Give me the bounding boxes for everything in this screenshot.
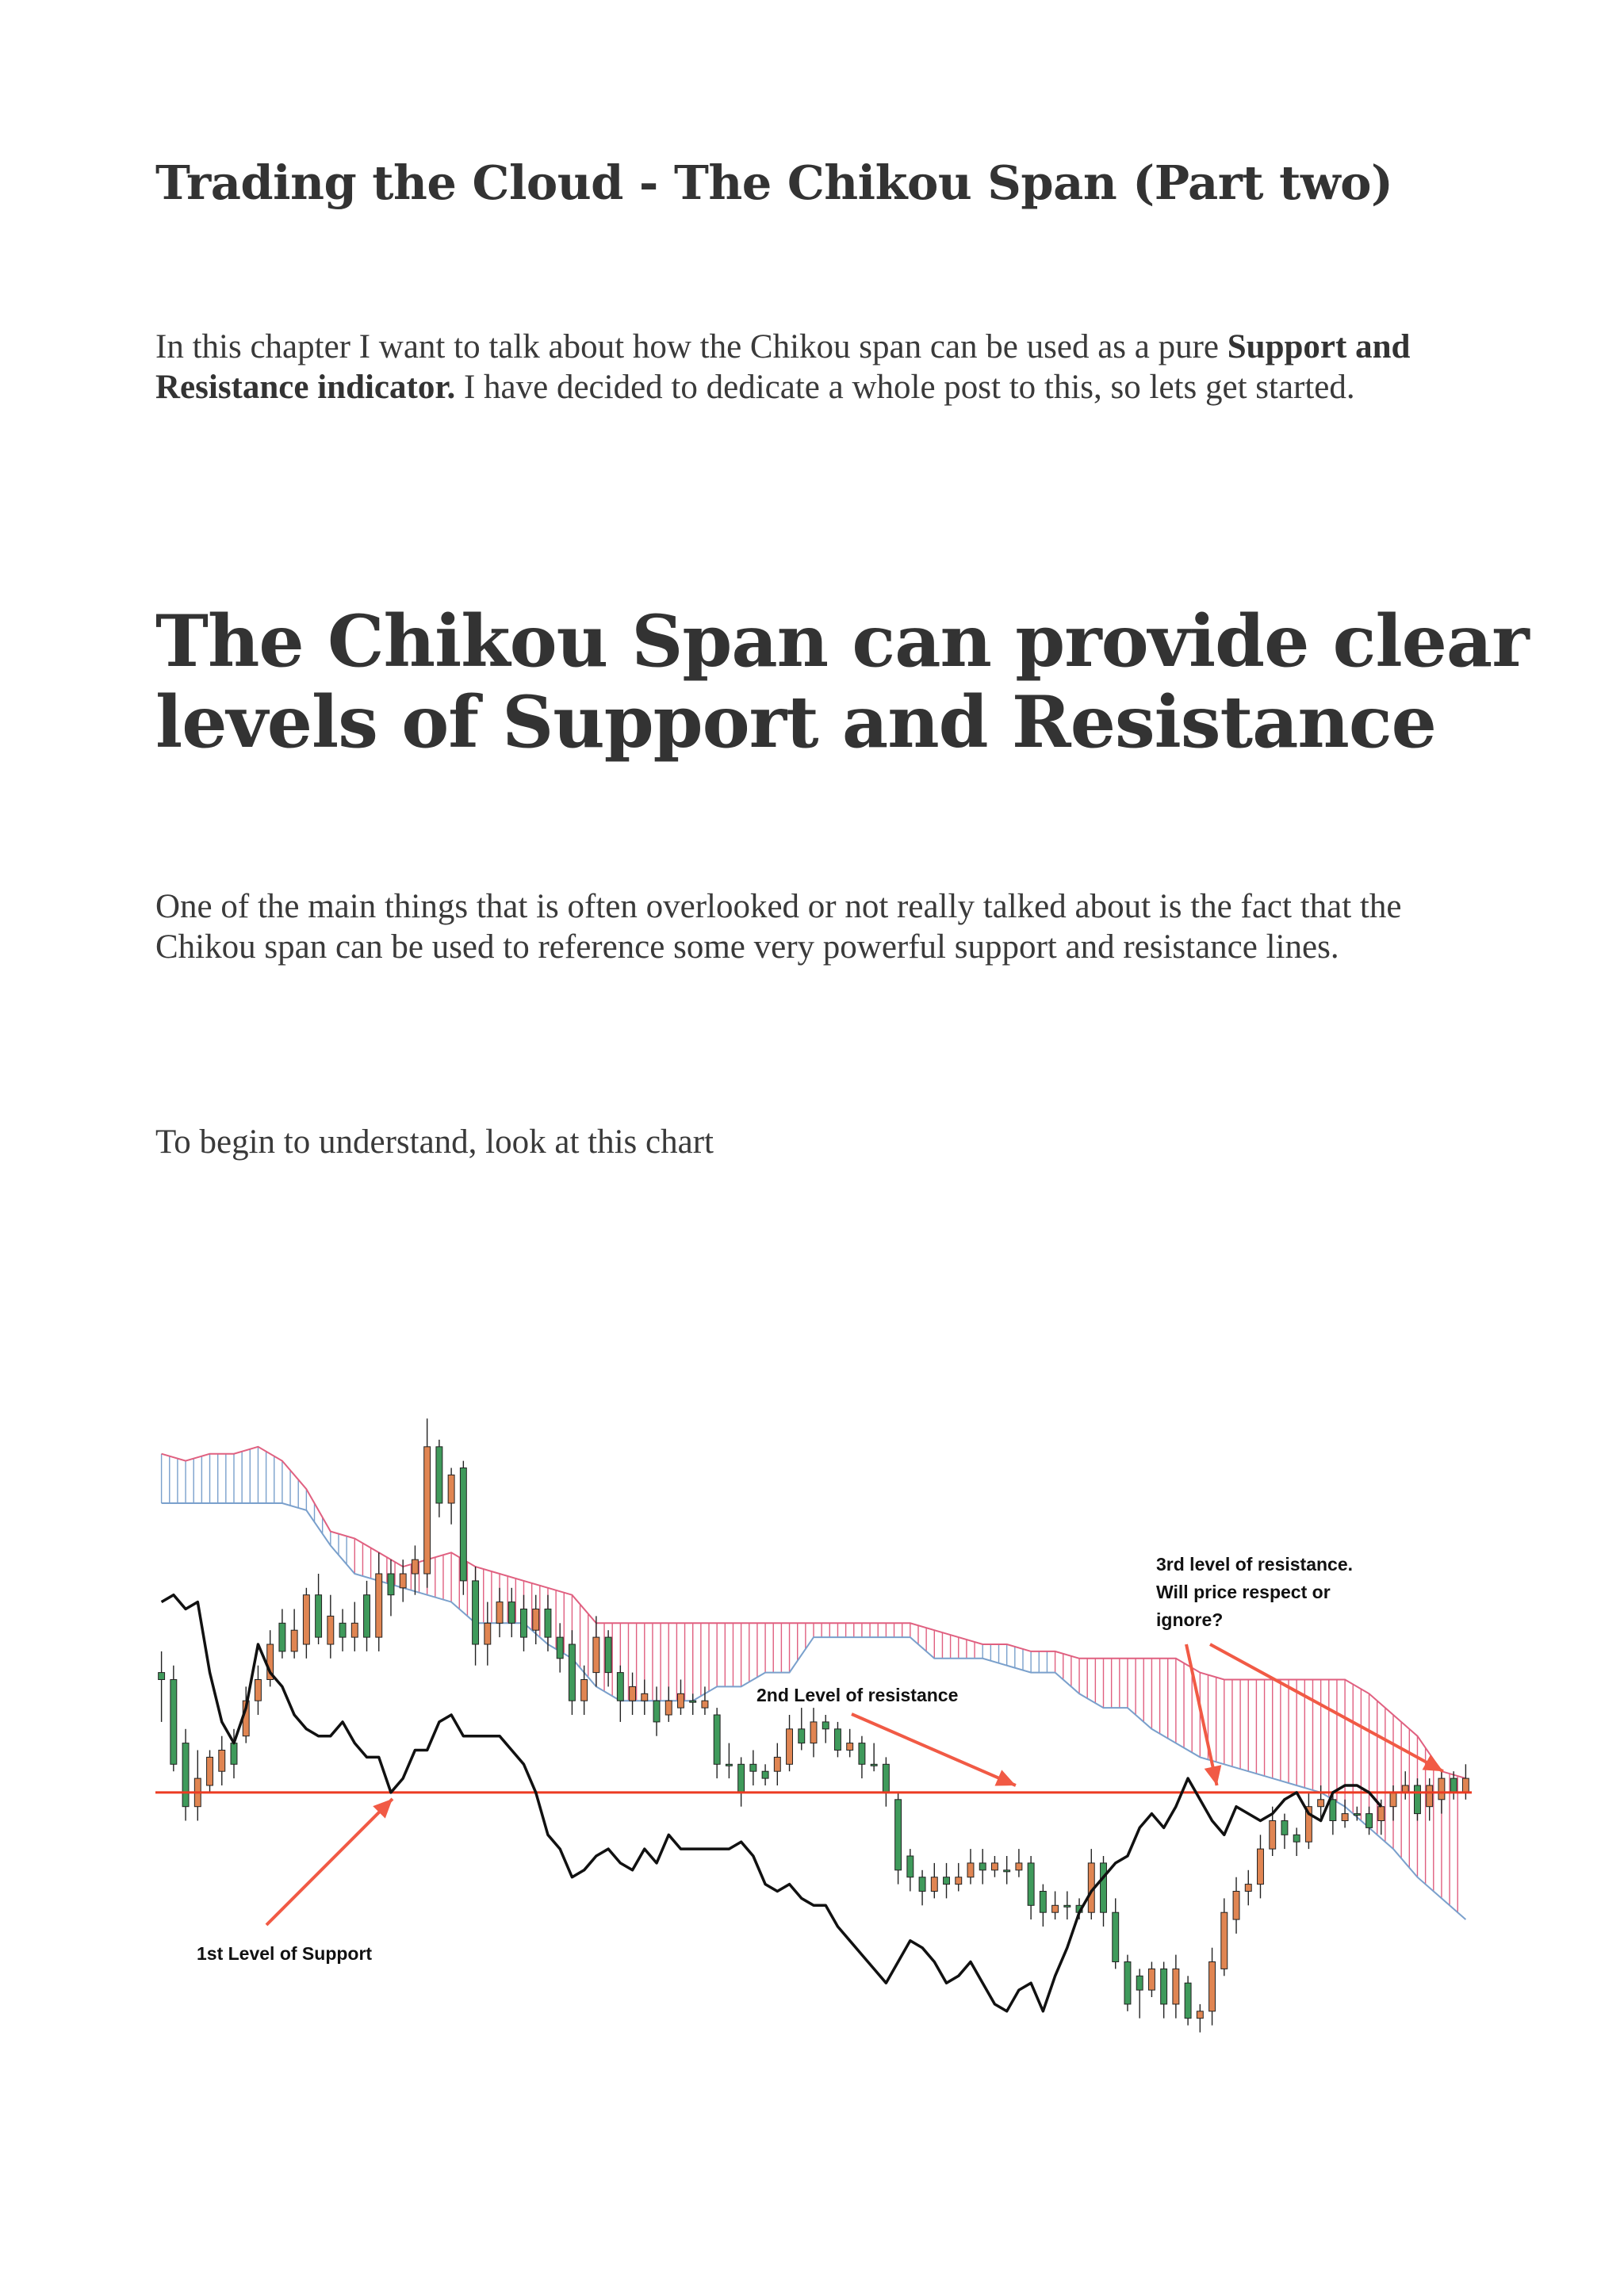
- candle: [593, 1616, 599, 1686]
- candle: [339, 1609, 346, 1651]
- candle-body: [1438, 1778, 1445, 1800]
- candle: [316, 1574, 322, 1644]
- candle: [834, 1722, 841, 1758]
- candle: [557, 1623, 563, 1672]
- candle-body: [255, 1680, 261, 1701]
- candle: [1124, 1955, 1131, 2011]
- candle: [774, 1743, 780, 1785]
- candle-body: [496, 1602, 503, 1624]
- candle-body: [376, 1574, 382, 1637]
- candle: [448, 1468, 454, 1525]
- candle-body: [521, 1609, 527, 1638]
- candle: [665, 1686, 672, 1722]
- candle: [424, 1418, 431, 1588]
- arrow-shaft: [266, 1799, 393, 1925]
- candle-body: [1390, 1793, 1396, 1807]
- annotation-3rd-resistance-line3: ignore?: [1156, 1609, 1224, 1630]
- annotation-3rd-resistance-line2: Will price respect or: [1156, 1582, 1331, 1602]
- candle-body: [1161, 1969, 1167, 2004]
- candle: [1209, 1948, 1216, 2026]
- candle-body: [593, 1637, 599, 1673]
- candle: [351, 1602, 358, 1651]
- candle: [1148, 1962, 1155, 1998]
- candle: [1101, 1856, 1107, 1927]
- candle: [1233, 1877, 1239, 1934]
- candle: [690, 1693, 696, 1715]
- candle-body: [207, 1757, 213, 1785]
- candle-body: [979, 1863, 986, 1870]
- candle: [956, 1863, 962, 1892]
- candle-body: [1342, 1814, 1348, 1821]
- candle-body: [799, 1729, 805, 1743]
- candle-body: [1209, 1962, 1216, 2011]
- candle-body: [1233, 1892, 1239, 1920]
- candle-body: [1197, 2011, 1203, 2019]
- candle-body: [1016, 1863, 1022, 1870]
- candle-body: [787, 1729, 793, 1765]
- candle-body: [1113, 1912, 1119, 1961]
- candle-body: [1124, 1962, 1131, 2004]
- candle-body: [907, 1856, 914, 1877]
- candle: [569, 1630, 575, 1715]
- annotation-1st-support: 1st Level of Support: [197, 1943, 373, 1964]
- candle-body: [931, 1877, 937, 1892]
- candle: [907, 1849, 914, 1891]
- candle: [1342, 1800, 1348, 1828]
- candle-body: [557, 1637, 563, 1659]
- candle-body: [1330, 1800, 1336, 1821]
- arrow-2nd-resistance: [852, 1714, 1016, 1786]
- candle-body: [1366, 1814, 1373, 1828]
- intro-text-start: In this chapter I want to talk about how the Chikou span can be used as a pure: [155, 328, 1228, 365]
- candle: [508, 1588, 515, 1637]
- candle-body: [1450, 1778, 1457, 1793]
- candle-body: [1415, 1785, 1421, 1814]
- candle-body: [460, 1468, 466, 1581]
- candle-body: [944, 1877, 950, 1885]
- candle: [799, 1708, 805, 1750]
- candle-body: [630, 1686, 636, 1701]
- candle: [1161, 1962, 1167, 2019]
- candle: [702, 1686, 708, 1715]
- candle: [1293, 1827, 1300, 1856]
- arrow-3rd-resistance-right: [1210, 1644, 1443, 1771]
- candle: [412, 1545, 418, 1594]
- candle: [1305, 1793, 1312, 1849]
- candle: [1415, 1778, 1421, 1820]
- arrow-shaft: [1210, 1644, 1443, 1771]
- candle-body: [448, 1475, 454, 1503]
- candle-body: [653, 1701, 660, 1722]
- candle-body: [822, 1722, 829, 1729]
- intro-text-end: I have decided to dedicate a whole post to this, so lets get started.: [455, 369, 1355, 406]
- candle: [496, 1588, 503, 1637]
- candle: [931, 1863, 937, 1899]
- candle: [581, 1666, 588, 1715]
- candle: [267, 1630, 274, 1686]
- candle-body: [690, 1701, 696, 1702]
- candle-body: [642, 1693, 648, 1701]
- candle-body: [316, 1595, 322, 1637]
- candle-body: [750, 1764, 756, 1771]
- candle: [1258, 1835, 1264, 1898]
- arrow-head: [1205, 1765, 1222, 1785]
- candle-body: [991, 1863, 998, 1870]
- candle: [944, 1863, 950, 1899]
- candle: [726, 1743, 732, 1779]
- candle-body: [678, 1693, 684, 1708]
- candle: [170, 1666, 177, 1772]
- candle: [303, 1588, 309, 1659]
- candle: [642, 1680, 648, 1716]
- candle-body: [895, 1800, 902, 1870]
- candle-body: [1293, 1835, 1300, 1842]
- candle-body: [1052, 1905, 1059, 1912]
- candle: [1197, 2004, 1203, 2033]
- candle: [279, 1609, 285, 1659]
- candle: [738, 1757, 745, 1806]
- candle: [460, 1461, 466, 1595]
- document-title: Trading the Cloud - The Chikou Span (Part two): [155, 155, 1393, 210]
- section-heading: The Chikou Span can provide clear levels of Support and Resistance: [155, 599, 1529, 764]
- candle: [1064, 1892, 1071, 1920]
- candle-body: [871, 1764, 877, 1766]
- candle-body: [231, 1743, 237, 1765]
- candle-body: [508, 1602, 515, 1624]
- candle-body: [388, 1574, 394, 1595]
- candle-body: [1281, 1821, 1288, 1835]
- candle: [810, 1708, 817, 1757]
- candle: [1281, 1814, 1288, 1850]
- candle: [1028, 1856, 1034, 1919]
- candle: [1052, 1892, 1059, 1920]
- candle-body: [847, 1743, 853, 1751]
- candle-body: [473, 1581, 479, 1644]
- candle-body: [1028, 1863, 1034, 1905]
- candle-body: [436, 1447, 442, 1503]
- candle: [255, 1666, 261, 1715]
- candle: [473, 1567, 479, 1666]
- candle-body: [1462, 1778, 1469, 1793]
- candle: [630, 1673, 636, 1715]
- candle: [1462, 1764, 1469, 1800]
- candle-body: [702, 1701, 708, 1708]
- candle-body: [956, 1877, 962, 1885]
- candle: [678, 1680, 684, 1716]
- candle: [436, 1440, 442, 1517]
- candle: [617, 1666, 623, 1722]
- candle: [871, 1743, 877, 1772]
- candle-body: [1245, 1885, 1251, 1892]
- candle-body: [364, 1595, 370, 1637]
- candle: [762, 1764, 768, 1785]
- candle: [653, 1686, 660, 1735]
- candle: [364, 1581, 370, 1651]
- candle-body: [859, 1743, 865, 1765]
- candle-body: [834, 1729, 841, 1751]
- candle: [859, 1736, 865, 1778]
- candle: [919, 1870, 925, 1906]
- candle-body: [1173, 1969, 1179, 2004]
- body-paragraph: One of the main things that is often overlooked or not really talked about is the fact that the Chikou span can be used to reference some very powerful support and resistance lines.: [155, 888, 1402, 966]
- candle: [1088, 1849, 1094, 1919]
- candle-body: [1354, 1814, 1360, 1816]
- candle: [485, 1602, 491, 1666]
- candle-body: [159, 1673, 165, 1680]
- candle: [1245, 1870, 1251, 1906]
- candle-body: [412, 1559, 418, 1574]
- candle-body: [1185, 1983, 1191, 2019]
- candle-body: [581, 1680, 588, 1701]
- arrow-shaft: [852, 1714, 1016, 1785]
- candle-body: [170, 1680, 177, 1765]
- candle-body: [967, 1863, 974, 1877]
- candle: [979, 1849, 986, 1885]
- candle: [291, 1609, 297, 1659]
- arrow-1st-support: [266, 1799, 393, 1925]
- candle-body: [774, 1757, 780, 1771]
- candle-body: [1148, 1969, 1155, 1990]
- candle-body: [569, 1644, 575, 1701]
- candle: [194, 1751, 201, 1821]
- candle-body: [605, 1637, 611, 1673]
- candle-body: [726, 1764, 732, 1766]
- candle-body: [1064, 1905, 1071, 1907]
- candle-body: [1004, 1870, 1010, 1872]
- candle-body: [424, 1447, 431, 1574]
- candle: [182, 1729, 189, 1821]
- candle: [991, 1856, 998, 1877]
- candle: [219, 1736, 225, 1785]
- candle-body: [665, 1701, 672, 1715]
- candle: [1173, 1955, 1179, 2019]
- candle: [1113, 1898, 1119, 1969]
- candle: [207, 1751, 213, 1793]
- candle-body: [545, 1609, 551, 1638]
- candle: [521, 1595, 527, 1651]
- candle: [1004, 1856, 1010, 1885]
- candle: [376, 1552, 382, 1651]
- candle-body: [1318, 1800, 1324, 1807]
- candle-body: [485, 1623, 491, 1644]
- candle: [605, 1630, 611, 1686]
- candle: [714, 1708, 720, 1778]
- candle: [1136, 1969, 1143, 2018]
- candle-body: [533, 1609, 539, 1631]
- candle: [1402, 1771, 1408, 1800]
- chart-intro-text: To begin to understand, look at this chart: [155, 1123, 714, 1161]
- candle-body: [291, 1630, 297, 1651]
- candle-body: [1427, 1785, 1433, 1807]
- candle: [388, 1559, 394, 1616]
- candle-body: [1270, 1821, 1276, 1850]
- candle: [1427, 1778, 1433, 1820]
- candle: [895, 1793, 902, 1885]
- candle-body: [1136, 1976, 1143, 1990]
- intro-bold-text: Support and Resistance indicator.: [155, 328, 1411, 406]
- candle-body: [351, 1623, 358, 1637]
- candle-body: [1040, 1892, 1046, 1913]
- candle-body: [762, 1771, 768, 1778]
- ichimoku-chart: [155, 1346, 1472, 2091]
- candle-body: [339, 1623, 346, 1637]
- intro-paragraph: [155, 327, 1488, 408]
- candle: [533, 1595, 539, 1644]
- candle: [967, 1849, 974, 1885]
- candle-body: [219, 1751, 225, 1772]
- candle: [822, 1715, 829, 1743]
- candle: [327, 1595, 334, 1659]
- candle-body: [1378, 1807, 1385, 1821]
- candle-body: [303, 1595, 309, 1644]
- candle-body: [400, 1574, 406, 1588]
- candle: [1040, 1885, 1046, 1927]
- candle: [159, 1651, 165, 1722]
- candle: [1185, 1976, 1191, 2025]
- candle: [750, 1751, 756, 1786]
- chart-canvas: [155, 1346, 1472, 2091]
- arrow-shaft: [1186, 1644, 1217, 1785]
- candle-body: [714, 1715, 720, 1764]
- candle-body: [919, 1877, 925, 1892]
- candle: [847, 1729, 853, 1758]
- candle: [1016, 1849, 1022, 1877]
- candle-body: [327, 1616, 334, 1644]
- candle-body: [1258, 1849, 1264, 1885]
- candle-body: [883, 1764, 889, 1793]
- candle-body: [1221, 1912, 1228, 1969]
- candle-body: [810, 1722, 817, 1743]
- annotation-2nd-resistance: 2nd Level of resistance: [756, 1685, 959, 1705]
- candle: [787, 1715, 793, 1771]
- candle: [1221, 1898, 1228, 1976]
- candle: [883, 1757, 889, 1806]
- candle-body: [738, 1764, 745, 1793]
- candle-body: [182, 1743, 189, 1807]
- candle-body: [1101, 1863, 1107, 1912]
- candle: [1390, 1785, 1396, 1821]
- candle-body: [279, 1623, 285, 1651]
- candle-body: [617, 1673, 623, 1701]
- annotation-3rd-resistance-line1: 3rd level of resistance.: [1156, 1554, 1354, 1575]
